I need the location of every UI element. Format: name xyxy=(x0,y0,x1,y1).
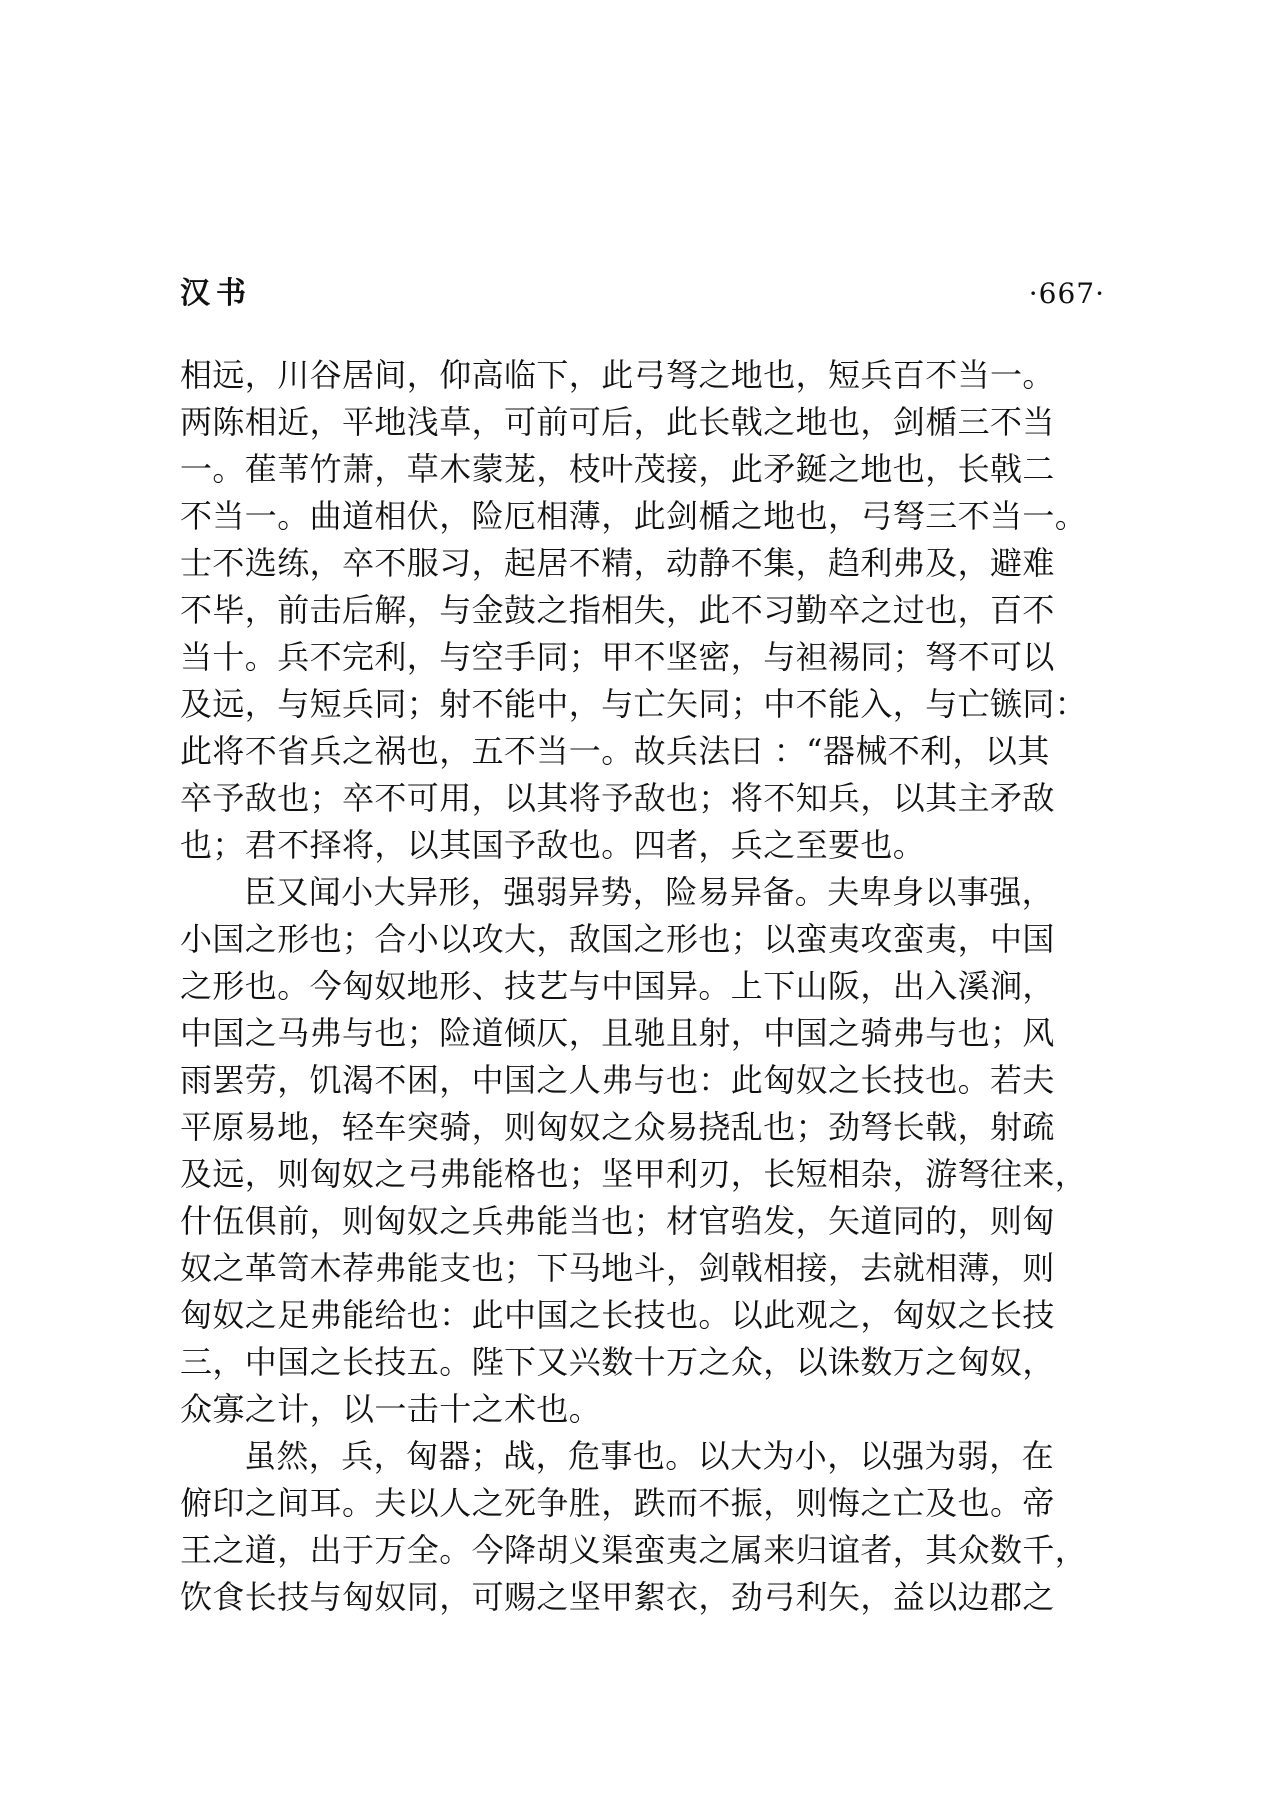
text-line: 小国之形也；合小以攻大，敌国之形也；以蛮夷攻蛮夷，中国 xyxy=(180,920,1055,958)
text-line: 饮食长技与匈奴同，可赐之坚甲絮衣，劲弓利矢，益以边郡之 xyxy=(180,1578,1055,1616)
text-line: 雨罢劳，饥渴不困，中国之人弗与也：此匈奴之长技也。若夫 xyxy=(180,1061,1055,1099)
page-number: ·667· xyxy=(1028,277,1105,310)
text-line: 匈奴之足弗能给也：此中国之长技也。以此观之，匈奴之长技 xyxy=(180,1296,1055,1334)
text-line: 一。萑苇竹萧，草木蒙茏，枝叶茂接，此矛鋋之地也，长戟二 xyxy=(180,450,1055,488)
body-text xyxy=(180,352,1110,1621)
text-line: 两陈相近，平地浅草，可前可后，此长戟之地也，剑楯三不当 xyxy=(180,403,1055,441)
text-line: 相远，川谷居间，仰高临下，此弓弩之地也，短兵百不当一。 xyxy=(180,356,1055,394)
text-line: 及远，则匈奴之弓弗能格也；坚甲利刃，长短相杂，游弩往来， xyxy=(180,1155,1088,1193)
text-line: 士不选练，卒不服习，起居不精，动静不集，趋利弗及，避难 xyxy=(180,544,1055,582)
text-line: 奴之革笥木荐弗能支也；下马地斗，剑戟相接，去就相薄，则 xyxy=(180,1249,1055,1287)
text-line: 中国之马弗与也；险道倾仄，且驰且射，中国之骑弗与也；风 xyxy=(180,1014,1055,1052)
text-line: 平原易地，轻车突骑，则匈奴之众易挠乱也；劲弩长戟，射疏 xyxy=(180,1108,1055,1146)
text-line: 之形也。今匈奴地形、技艺与中国异。上下山阪，出入溪涧， xyxy=(180,967,1055,1005)
text-line: 王之道，出于万全。今降胡义渠蛮夷之属来归谊者，其众数千， xyxy=(180,1531,1088,1569)
running-header xyxy=(180,272,1105,316)
paragraph-start-line: 臣又闻小大异形，强弱异势，险易异备。夫卑身以事强， xyxy=(244,873,1055,911)
book-title: 汉书 xyxy=(180,276,252,311)
text-line: 众寡之计，以一击十之术也。 xyxy=(180,1390,602,1428)
text-line: 当十。兵不完利，与空手同；甲不坚密，与袒裼同；弩不可以 xyxy=(180,638,1055,676)
text-line: 不毕，前击后解，与金鼓之指相失，此不习勤卒之过也，百不 xyxy=(180,591,1055,629)
paragraph-start-line: 虽然，兵，匈器；战，危事也。以大为小，以强为弱，在 xyxy=(244,1437,1055,1475)
text-line: 俯印之间耳。夫以人之死争胜，跌而不振，则悔之亡及也。帝 xyxy=(180,1484,1055,1522)
text-line: 什伍俱前，则匈奴之兵弗能当也；材官驺发，矢道同的，则匈 xyxy=(180,1202,1055,1240)
text-line: 此将不省兵之祸也，五不当一。故兵法曰 ：“器械不利，以其 xyxy=(180,732,1050,770)
text-line: 不当一。曲道相伏，险厄相薄，此剑楯之地也，弓弩三不当一。 xyxy=(180,497,1088,535)
text-line: 卒予敌也；卒不可用，以其将予敌也；将不知兵，以其主矛敌 xyxy=(180,779,1055,817)
text-line: 也；君不择将，以其国予敌也。四者，兵之至要也。 xyxy=(180,826,926,864)
text-line: 及远，与短兵同；射不能中，与亡矢同；中不能入，与亡镞同： xyxy=(180,685,1088,723)
text-line: 三，中国之长技五。陛下又兴数十万之众，以诛数万之匈奴， xyxy=(180,1343,1055,1381)
